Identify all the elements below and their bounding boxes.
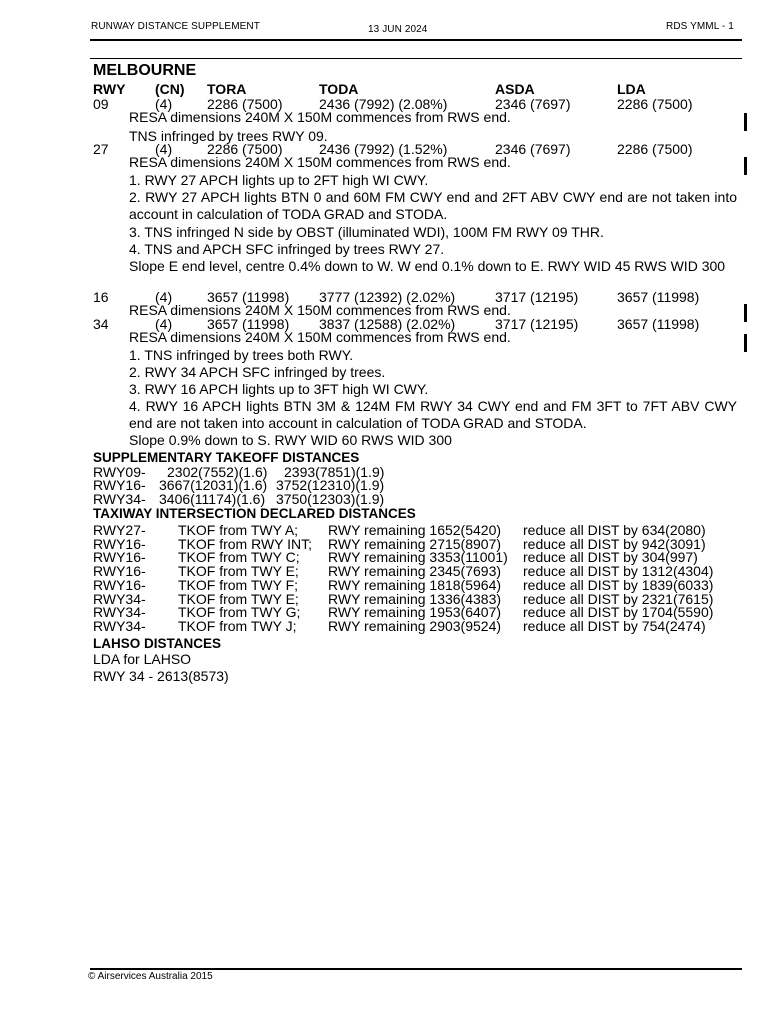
- intersection-reduce: reduce all DIST by 1704(5590): [523, 604, 714, 621]
- intersection-rwy: RWY16-: [93, 576, 146, 593]
- runway-note: TNS infringed by trees RWY 09.: [129, 128, 328, 144]
- col-header-tora: TORA: [207, 81, 247, 97]
- runway-lda: 2286 (7500): [617, 96, 693, 112]
- supplementary-rwy: RWY34-: [93, 491, 146, 507]
- runway-tora: 3657 (11998): [207, 316, 290, 332]
- intersection-remaining: RWY remaining 2345(7693): [328, 563, 502, 580]
- intersection-tkof: TKOF from TWY A;: [178, 522, 299, 538]
- runway-id: 34: [93, 316, 109, 332]
- intersection-tkof: TKOF from TWY J;: [178, 617, 297, 634]
- runway-toda: 2436 (7992) (2.08%): [319, 96, 448, 112]
- header-rule: [90, 39, 742, 41]
- resa-note: RESA dimensions 240M X 150M commences from RWS end.: [129, 109, 511, 125]
- runway-cn: (4): [155, 141, 173, 157]
- header-rule-thin: [90, 58, 742, 59]
- supplementary-rwy: RWY16-: [93, 477, 146, 493]
- intersection-remaining: RWY remaining 1818(5964): [328, 576, 502, 593]
- runway-note: Slope 0.9% down to S. RWY WID 60 RWS WID 300: [129, 432, 452, 448]
- header-date: 13 JUN 2024: [368, 24, 428, 35]
- runway-note: 3. TNS infringed N side by OBST (illuminated WDI), 100M FM RWY 09 THR.: [129, 224, 604, 240]
- intersection-remaining: RWY remaining 1652(5420): [328, 522, 502, 538]
- intersection-remaining: RWY remaining 2715(8907): [328, 535, 502, 552]
- supplementary-value: 2302(7552)(1.6): [167, 464, 268, 480]
- runway-toda: 2436 (7992) (1.52%): [319, 141, 448, 157]
- intersection-remaining: RWY remaining 2903(9524): [328, 617, 502, 634]
- change-bar: [744, 304, 747, 322]
- supplementary-value: 2393(7851)(1.9): [284, 464, 385, 480]
- runway-note: Slope E end level, centre 0.4% down to W. W end 0.1% down to E. RWY WID 45 RWS WID 300: [129, 258, 726, 274]
- supplementary-value: 3406(11174)(1.6): [159, 491, 266, 507]
- runway-lda: 2286 (7500): [617, 141, 693, 157]
- intersection-rwy: RWY34-: [93, 590, 146, 607]
- intersection-remaining: RWY remaining 1953(6407): [328, 604, 502, 621]
- runway-id: 09: [93, 96, 109, 112]
- runway-id: 27: [93, 141, 109, 157]
- supplementary-rwy: RWY09-: [93, 464, 146, 480]
- runway-asda: 2346 (7697): [495, 96, 571, 112]
- lahso-value: RWY 34 - 2613(8573): [93, 668, 229, 684]
- intersection-reduce: reduce all DIST by 1839(6033): [523, 576, 714, 593]
- runway-note: 1. TNS infringed by trees both RWY.: [129, 347, 354, 363]
- runway-cn: (4): [155, 289, 173, 305]
- change-bar: [744, 157, 747, 175]
- intersection-reduce: reduce all DIST by 942(3091): [523, 535, 706, 552]
- intersection-tkof: TKOF from TWY E;: [178, 590, 299, 607]
- aerodrome-name: MELBOURNE: [93, 62, 197, 79]
- col-header-toda: TODA: [319, 81, 359, 97]
- col-header-lda: LDA: [617, 81, 646, 97]
- resa-note: RESA dimensions 240M X 150M commences from RWS end.: [129, 302, 511, 318]
- footer-rule: [90, 968, 742, 970]
- runway-cn: (4): [155, 316, 173, 332]
- resa-note: RESA dimensions 240M X 150M commences from RWS end.: [129, 154, 511, 170]
- change-bar: [744, 113, 747, 131]
- header-page-ref: RDS YMML - 1: [666, 21, 734, 32]
- col-header-asda: ASDA: [495, 81, 535, 97]
- runway-note: 2. RWY 34 APCH SFC infringed by trees.: [129, 364, 386, 380]
- runway-toda: 3837 (12588) (2.02%): [319, 316, 456, 332]
- intersection-reduce: reduce all DIST by 754(2474): [523, 617, 706, 634]
- section-heading-intersection: TAXIWAY INTERSECTION DECLARED DISTANCES: [93, 506, 416, 521]
- runway-lda: 3657 (11998): [617, 316, 700, 332]
- intersection-rwy: RWY16-: [93, 549, 146, 566]
- runway-tora: 2286 (7500): [207, 96, 283, 112]
- col-header-cn: (CN): [155, 81, 185, 97]
- runway-lda: 3657 (11998): [617, 289, 700, 305]
- intersection-rwy: RWY16-: [93, 535, 146, 552]
- runway-tora: 2286 (7500): [207, 141, 283, 157]
- runway-asda: 3717 (12195): [495, 289, 579, 305]
- runway-note: 2. RWY 27 APCH lights BTN 0 and 60M FM CWY end and 2FT ABV CWY end are not taken into account in calculation of TODA GRAD and STODA.: [129, 189, 737, 222]
- col-header-rwy: RWY: [93, 81, 126, 97]
- lahso-label: LDA for LAHSO: [93, 651, 192, 667]
- resa-note: RESA dimensions 240M X 150M commences from RWS end.: [129, 329, 511, 345]
- intersection-tkof: TKOF from RWY INT;: [178, 535, 313, 552]
- header-title: RUNWAY DISTANCE SUPPLEMENT: [91, 21, 260, 32]
- runway-asda: 2346 (7697): [495, 141, 571, 157]
- supplementary-value: 3750(12303)(1.9): [276, 491, 385, 507]
- section-heading-lahso: LAHSO DISTANCES: [93, 636, 222, 651]
- runway-tora: 3657 (11998): [207, 289, 290, 305]
- intersection-remaining: RWY remaining 3353(11001): [328, 549, 508, 566]
- runway-asda: 3717 (12195): [495, 316, 579, 332]
- intersection-tkof: TKOF from TWY F;: [178, 576, 299, 593]
- intersection-reduce: reduce all DIST by 2321(7615): [523, 590, 714, 607]
- section-heading-supplementary: SUPPLEMENTARY TAKEOFF DISTANCES: [93, 450, 360, 465]
- supplementary-value: 3667(12031)(1.6): [159, 477, 268, 493]
- intersection-reduce: reduce all DIST by 634(2080): [523, 522, 706, 538]
- intersection-tkof: TKOF from TWY G;: [178, 604, 301, 621]
- runway-id: 16: [93, 289, 109, 305]
- runway-toda: 3777 (12392) (2.02%): [319, 289, 456, 305]
- runway-cn: (4): [155, 96, 173, 112]
- intersection-rwy: RWY34-: [93, 604, 146, 621]
- intersection-rwy: RWY27-: [93, 522, 146, 538]
- intersection-reduce: reduce all DIST by 304(997): [523, 549, 698, 566]
- intersection-tkof: TKOF from TWY E;: [178, 563, 299, 580]
- change-bar: [744, 334, 747, 352]
- runway-note: 1. RWY 27 APCH lights up to 2FT high WI CWY.: [129, 172, 429, 188]
- intersection-remaining: RWY remaining 1336(4383): [328, 590, 502, 607]
- runway-note: 3. RWY 16 APCH lights up to 3FT high WI CWY.: [129, 381, 429, 397]
- intersection-rwy: RWY16-: [93, 563, 146, 580]
- runway-note: 4. RWY 16 APCH lights BTN 3M & 124M FM RWY 34 CWY end and FM 3FT to 7FT ABV CWY end are not taken into account in calculation of TODA GRAD and STODA.: [129, 398, 737, 431]
- footer-copyright: © Airservices Australia 2015: [88, 971, 213, 982]
- supplementary-value: 3752(12310)(1.9): [276, 477, 385, 493]
- intersection-rwy: RWY34-: [93, 617, 146, 634]
- intersection-tkof: TKOF from TWY C;: [178, 549, 300, 566]
- runway-note: 4. TNS and APCH SFC infringed by trees RWY 27.: [129, 241, 445, 257]
- intersection-reduce: reduce all DIST by 1312(4304): [523, 563, 714, 580]
